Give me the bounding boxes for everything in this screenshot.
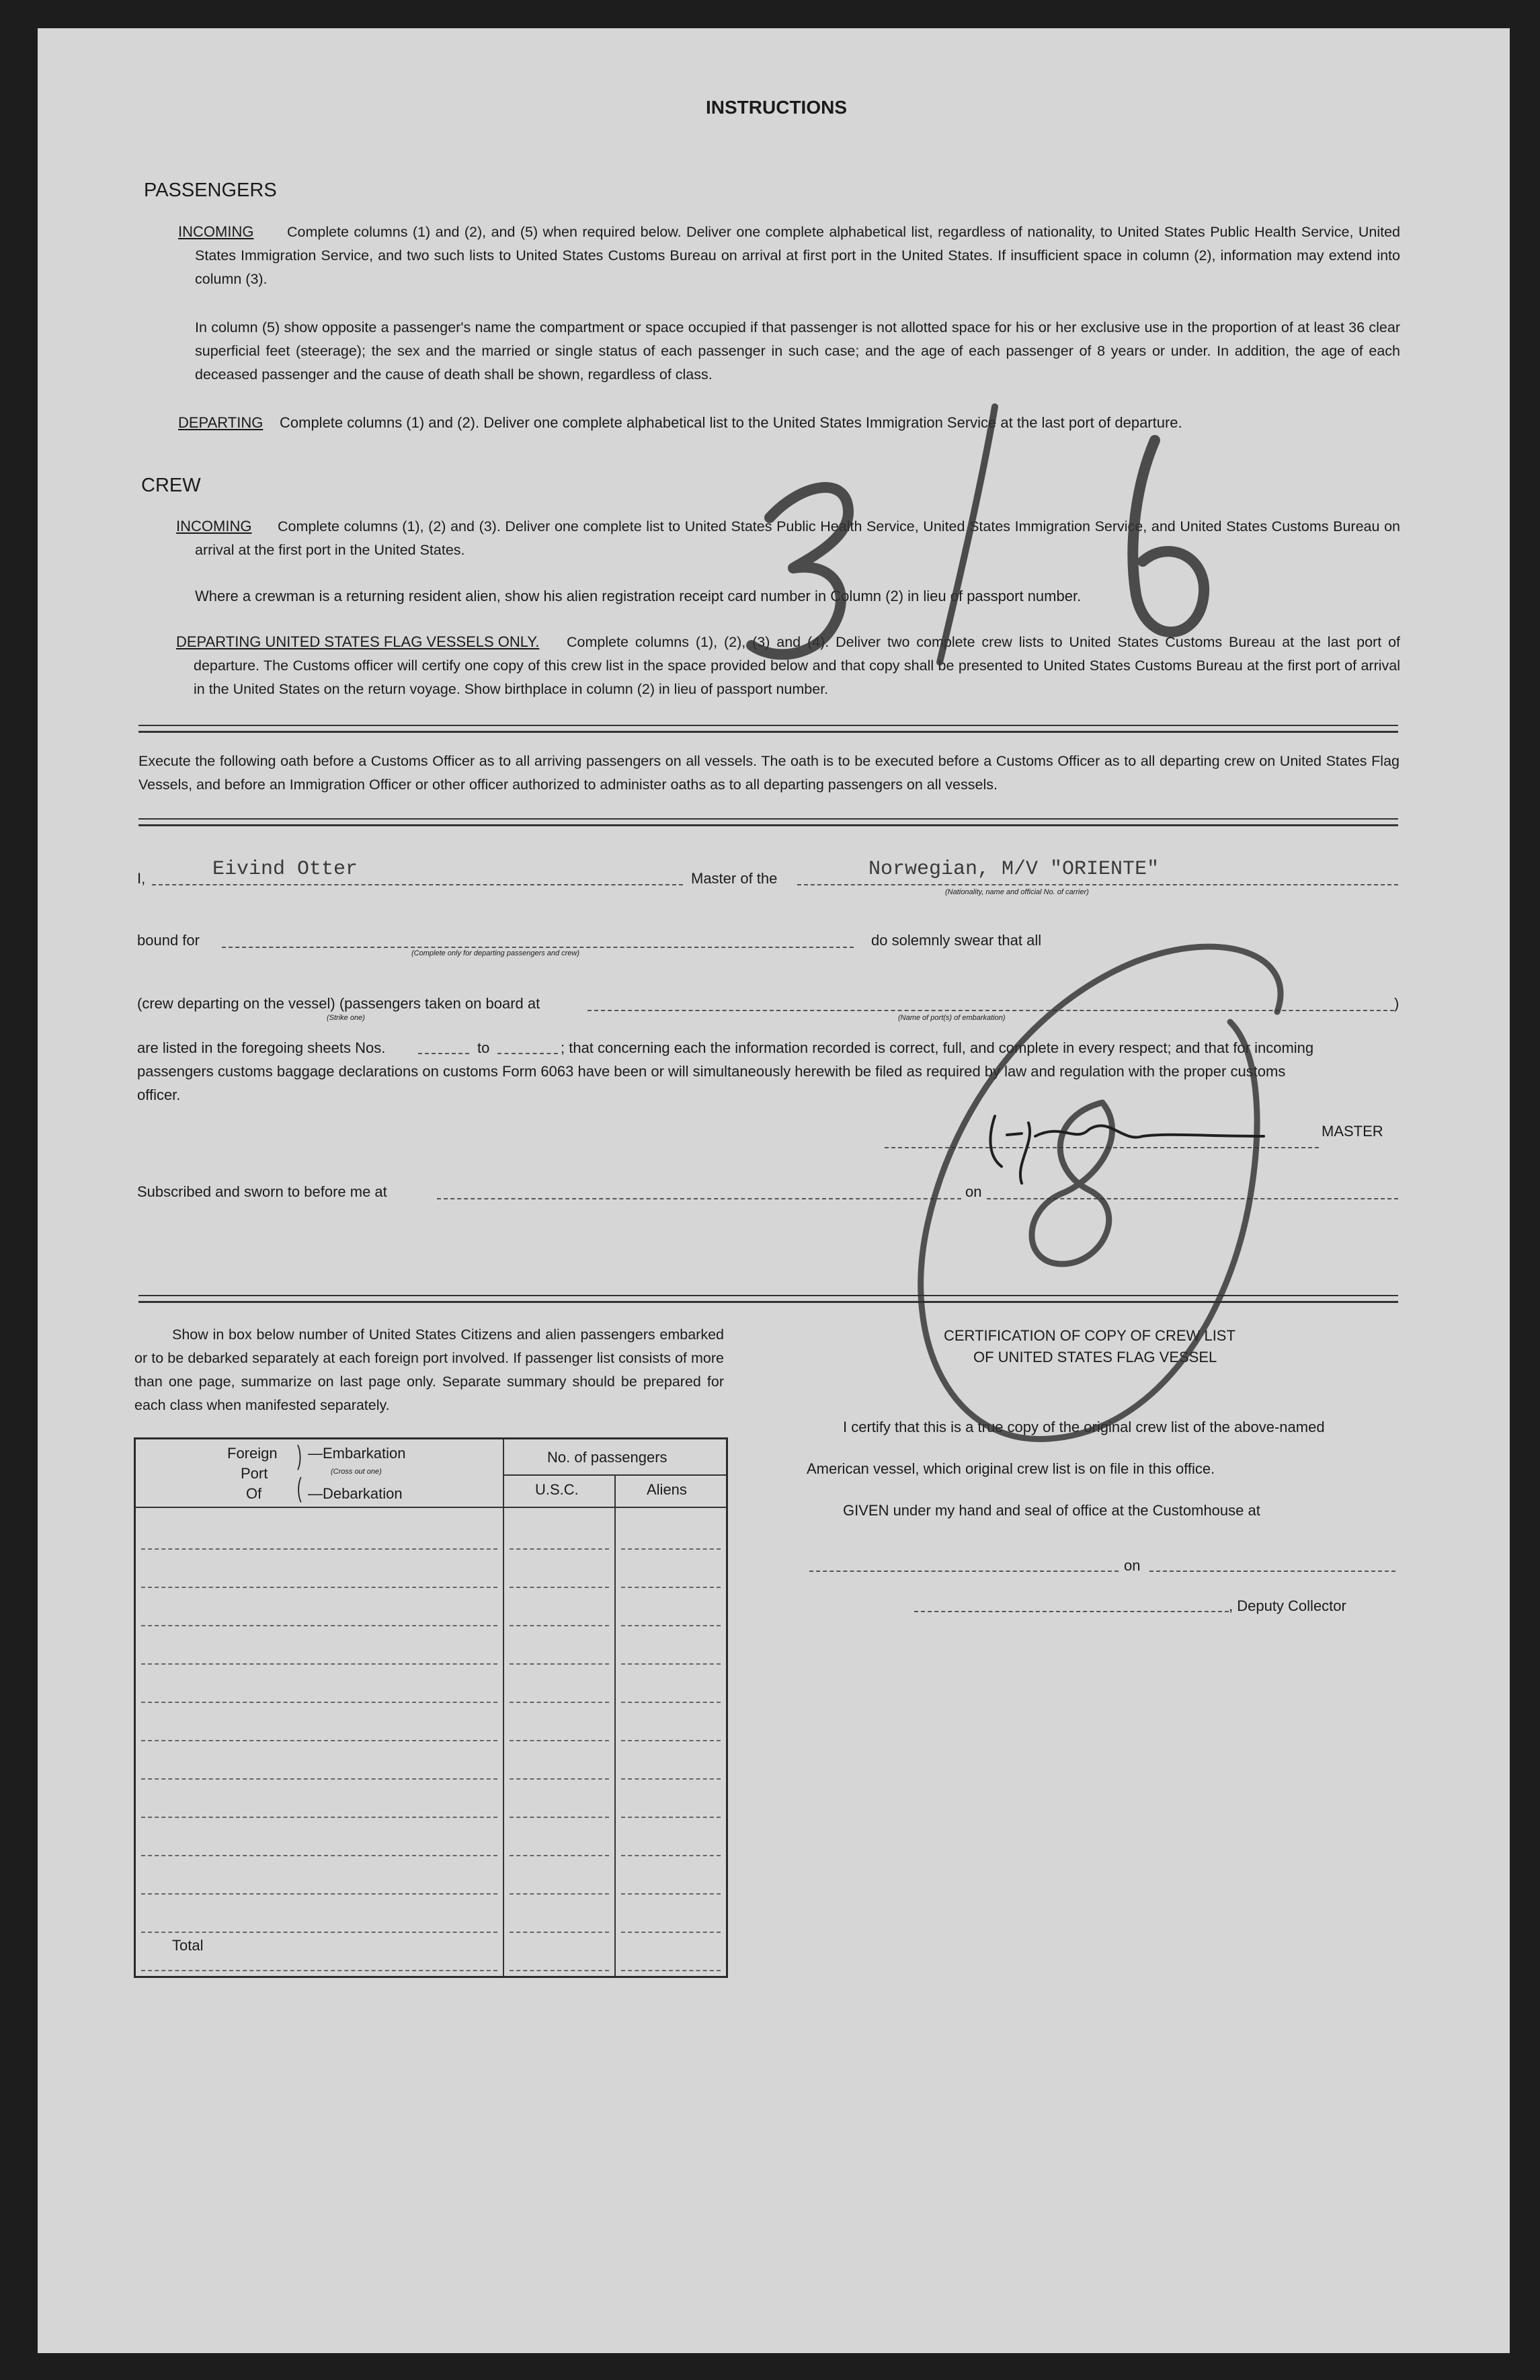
certification-line-2: American vessel, which original crew list is on file in this office.: [807, 1460, 1215, 1477]
certification-title-2: OF UNITED STATES FLAG VESSEL: [973, 1349, 1217, 1365]
subscribed-on-label: on: [965, 1183, 982, 1200]
oath-i-label: I,: [137, 870, 146, 887]
listed-line3: officer.: [137, 1086, 181, 1103]
passengers-incoming-label: INCOMING: [178, 223, 254, 240]
digit-three: [752, 487, 848, 654]
debarkation-label: —Debarkation: [308, 1485, 403, 1502]
crew-resident-text: Where a crewman is a returning resident alien, show his alien registration receipt card number in Column (2) in lieu of passport number.: [195, 588, 1082, 604]
digit-six: [1133, 440, 1204, 632]
vessel-caption: (Nationality, name and official No. of carrier): [945, 888, 1089, 896]
strike-caption: (Strike one): [327, 1014, 365, 1022]
swear-label: do solemnly swear that all: [871, 932, 1042, 949]
vessel-name: Norwegian, M/V "ORIENTE": [868, 858, 1160, 881]
subscribed-label: Subscribed and sworn to before me at: [137, 1183, 387, 1200]
summary-instructions: Show in box below number of United States Citizens and alien passengers embarked or to be debarked separately at each foreign port involved. If passenger list consists of more than one page, summarize on last page only. Separate summary should be prepared for each class when manifested separately.: [134, 1326, 724, 1413]
brace-bottom: (: [297, 1473, 302, 1503]
listed-rest: ; that concerning each the information recorded is correct, full, and complete in every respect; and that for incoming: [561, 1039, 1314, 1056]
crew-departing-label: DEPARTING UNITED STATES FLAG VESSELS ONLY.: [176, 633, 540, 650]
certification-on-label: on: [1124, 1557, 1141, 1574]
bound-for-label: bound for: [137, 932, 200, 949]
certification-line-3: GIVEN under my hand and seal of office at the Customhouse at: [843, 1502, 1260, 1519]
embarkation-label: —Embarkation: [308, 1445, 406, 1462]
port-label: Port: [241, 1465, 268, 1482]
master-name: Eivind Otter: [212, 858, 358, 881]
to-label: to: [477, 1039, 490, 1056]
crew-incoming-text: Complete columns (1), (2) and (3). Deliver one complete list to United States Public Health Service, United States Immigration Service, and United States Customs Bureau on arrival at the first port in the United States.: [195, 518, 1400, 558]
cross-out-caption: (Cross out one): [331, 1468, 382, 1476]
master-of-label: Master of the: [691, 870, 778, 887]
close-paren: ): [1394, 995, 1400, 1012]
crew-heading: CREW: [141, 475, 201, 496]
page-title: INSTRUCTIONS: [706, 97, 847, 118]
passengers-incoming-text: Complete columns (1) and (2), and (5) when required below. Deliver one complete alphabetical list, regardless of nationality, to United States Public Health Service, United States Immigration Service, and two such lists to United States Customs Bureau on arrival at first port in the United States. If insufficient space in column (2), information may extend into column (3).: [195, 224, 1400, 287]
handwritten-number: [752, 407, 1204, 662]
deputy-collector-label: , Deputy Collector: [1229, 1597, 1346, 1614]
master-signature: [990, 1116, 1264, 1183]
master-label: MASTER: [1322, 1123, 1383, 1140]
passengers-departing-label: DEPARTING: [178, 414, 264, 431]
slash-mark: [940, 407, 995, 662]
listed-label: are listed in the foregoing sheets Nos.: [137, 1039, 386, 1056]
oath-intro: Execute the following oath before a Customs Officer as to all arriving passengers on all vessels. The oath is to be executed before a Customs Officer as to all departing crew on United States Flag Vessels, and before an Immigration Officer or other officer authorized to administer oaths as to all departing passengers on all vessels.: [138, 753, 1400, 793]
aliens-label: Aliens: [647, 1481, 687, 1498]
crew-departing-text: Complete columns (1), (2), (3) and (4). Deliver two complete crew lists to United States Customs Bureau at the last port of departure. The Customs officer will certify one copy of this crew list in the space provided below and that copy shall be presented to United States Customs Bureau at the first port of arrival in the United States on the return voyage. Show birthplace in column (2) in lieu of passport number.: [194, 634, 1400, 697]
of-label: Of: [246, 1485, 262, 1502]
listed-line2: passengers customs baggage declarations on customs Form 6063 have been or will simultaneously herewith be filed as required by law and regulation with the proper customs: [137, 1063, 1286, 1080]
crew-departing-strike: (crew departing on the vessel) (passengers taken on board at: [137, 995, 540, 1012]
port-caption: (Name of port(s) of embarkation): [898, 1014, 1006, 1022]
circled-eight: [921, 947, 1281, 1439]
total-label: Total: [172, 1937, 204, 1954]
certification-title-1: CERTIFICATION OF COPY OF CREW LIST: [944, 1327, 1235, 1344]
brace-top: ): [297, 1441, 302, 1470]
crew-incoming-label: INCOMING: [176, 518, 252, 534]
foreign-label: Foreign: [227, 1445, 278, 1462]
passengers-column5-text: In column (5) show opposite a passenger's name the compartment or space occupied if that passenger is not allotted space for his or her exclusive use in the proportion of at least 36 clear superficial feet (steerage); the sex and the married or single status of each passenger in such case; and the age of each passenger of 8 years or under. In addition, the age of each deceased passenger and the cause of death shall be shown, regardless of class.: [195, 319, 1400, 383]
passengers-departing-text: Complete columns (1) and (2). Deliver one complete alphabetical list to the United States Immigration Service at the last port of departure.: [280, 414, 1182, 431]
bound-for-caption: (Complete only for departing passengers and crew): [411, 949, 580, 957]
passengers-heading: PASSENGERS: [144, 180, 277, 201]
certification-line-1: I certify that this is a true copy of the original crew list of the above-named: [843, 1419, 1325, 1435]
no-passengers-label: No. of passengers: [547, 1449, 667, 1466]
usc-label: U.S.C.: [535, 1481, 579, 1498]
